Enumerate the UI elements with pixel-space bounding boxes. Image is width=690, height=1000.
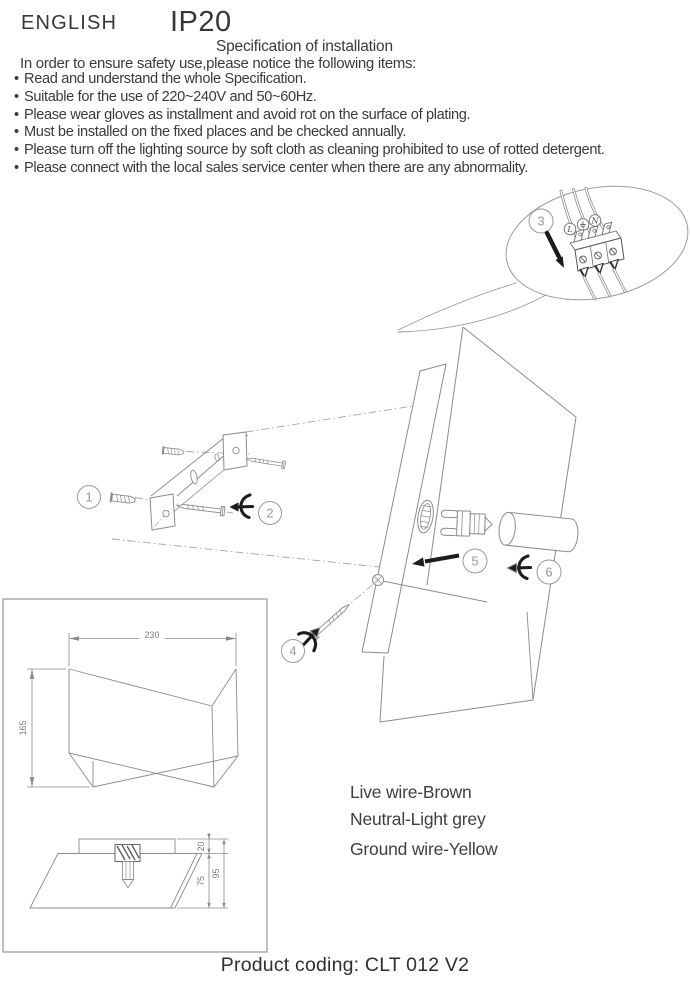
intro-text: In order to ensure safety use,please notice the following items: (20, 55, 417, 72)
step-5-arrow-icon (412, 556, 459, 567)
glass-cylinder (497, 512, 579, 553)
step-2-number: 2 (266, 505, 274, 521)
product-coding: Product coding: CLT 012 V2 (220, 954, 470, 976)
front-width-value: 230 (144, 630, 160, 640)
dimension-box (3, 599, 267, 952)
bullet-icon: • (14, 71, 19, 87)
lamp-socket (416, 499, 436, 534)
width-dimension (69, 629, 236, 666)
step-4-number: 4 (289, 643, 297, 659)
halogen-bulb-icon (441, 510, 493, 537)
safety-item: • Must be installed on the fixed places and be checked annually. (14, 124, 407, 141)
side-total-depth-value: 95 (211, 868, 221, 879)
fixture-body-drawing (282, 327, 580, 722)
wall-anchor-icon (110, 492, 135, 505)
mounting-screw-icon (246, 455, 286, 469)
bracket-slot (190, 470, 199, 485)
step-3-arrow-icon (547, 233, 564, 268)
safety-item: • Please wear gloves as installment and avoid rot on the surface of plating. (14, 106, 471, 123)
mounting-bracket-drawing (78, 406, 414, 567)
safety-item: • Read and understand the whole Specification. (14, 71, 307, 87)
neutral-terminal-label: N (591, 216, 599, 226)
rotation-arrow-icon (230, 495, 253, 518)
wire-legend-neutral: Neutral-Light grey (350, 809, 486, 829)
front-height-value: 165 (18, 720, 28, 736)
height-dimension (18, 669, 90, 787)
step-3-number: 3 (537, 213, 545, 229)
rotation-arrow-icon (508, 556, 531, 579)
wire-legend-live: Live wire-Brown (350, 782, 472, 802)
safety-item: • Please connect with the local sales service center when there are any abnormality. (14, 159, 528, 176)
bullet-icon: • (14, 124, 19, 141)
ip-rating-label: IP20 (170, 6, 232, 38)
bullet-icon: • (14, 159, 19, 176)
language-label: ENGLISH (21, 12, 118, 34)
front-view-drawing (69, 669, 238, 787)
wall-anchor-icon (163, 446, 184, 457)
side-bracket-depth-value: 20 (196, 841, 206, 852)
terminal-detail-balloon (398, 171, 690, 332)
side-body-depth-value: 75 (196, 876, 206, 886)
safety-item: • Suitable for the use of 220~240V and 50~60Hz. (14, 88, 317, 105)
step-6-number: 6 (545, 564, 553, 580)
side-view-drawing (30, 839, 202, 908)
bracket-left-plate (150, 494, 175, 530)
bullet-icon: • (14, 106, 19, 123)
bullet-icon: • (14, 88, 19, 105)
wire-legend-ground: Ground wire-Yellow (350, 839, 498, 859)
step-1-number: 1 (85, 489, 93, 505)
bullet-icon: • (14, 142, 19, 159)
safety-item: • Please turn off the lighting source by soft cloth as cleaning prohibited to use of rotted detergent. (14, 142, 605, 159)
step-5-number: 5 (471, 553, 479, 569)
page-title: Specification of installation (216, 38, 393, 55)
live-terminal-label: L (567, 225, 573, 234)
